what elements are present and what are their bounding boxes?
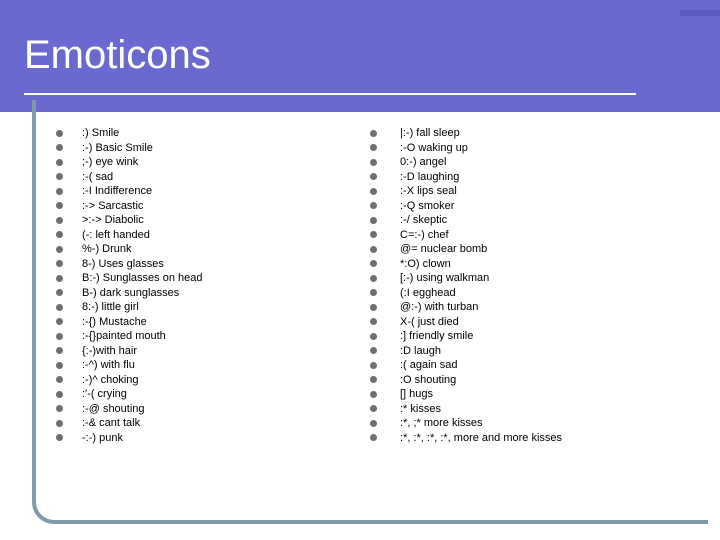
bullet-icon [56,318,63,325]
bullet-icon [56,289,63,296]
bullet-icon [370,420,377,427]
bullet-icon [370,260,377,267]
bullet-icon [56,217,63,224]
bullet-icon [370,376,377,383]
bullet-icon [370,188,377,195]
bullet-icon [56,333,63,340]
title-underline [24,93,636,95]
bullet-icon [370,202,377,209]
bullet-icon [370,289,377,296]
bullet-icon [56,144,63,151]
bullet-icon [56,347,63,354]
bullet-icon [370,304,377,311]
bullet-icon [370,159,377,166]
bullet-icon [56,173,63,180]
bullet-icon [370,217,377,224]
title-banner [0,0,720,112]
bullet-icon [56,275,63,282]
bullet-icon [370,391,377,398]
bullet-icon [370,333,377,340]
bullet-icon [56,362,63,369]
bullet-icon [370,318,377,325]
slide-title: Emoticons [24,33,211,77]
bullet-icon [56,231,63,238]
corner-accent [680,10,720,16]
bullet-icon [370,130,377,137]
bullet-icon [56,434,63,441]
bullet-icon [370,275,377,282]
bullet-icon [370,144,377,151]
bullet-icon [56,188,63,195]
bullet-icon [370,405,377,412]
bullet-icon [56,260,63,267]
bullet-icon [370,434,377,441]
bullet-icon [56,391,63,398]
bullet-icon [370,246,377,253]
bullet-icon [370,347,377,354]
bullet-icon [56,130,63,137]
bullet-icon [56,159,63,166]
bullet-icon [370,231,377,238]
bullet-icon [370,362,377,369]
bullet-icon [56,405,63,412]
bullet-icon [56,202,63,209]
bullet-icon [56,376,63,383]
bullet-icon [56,420,63,427]
bullet-icon [56,304,63,311]
bullet-icon [370,173,377,180]
bullet-icon [56,246,63,253]
